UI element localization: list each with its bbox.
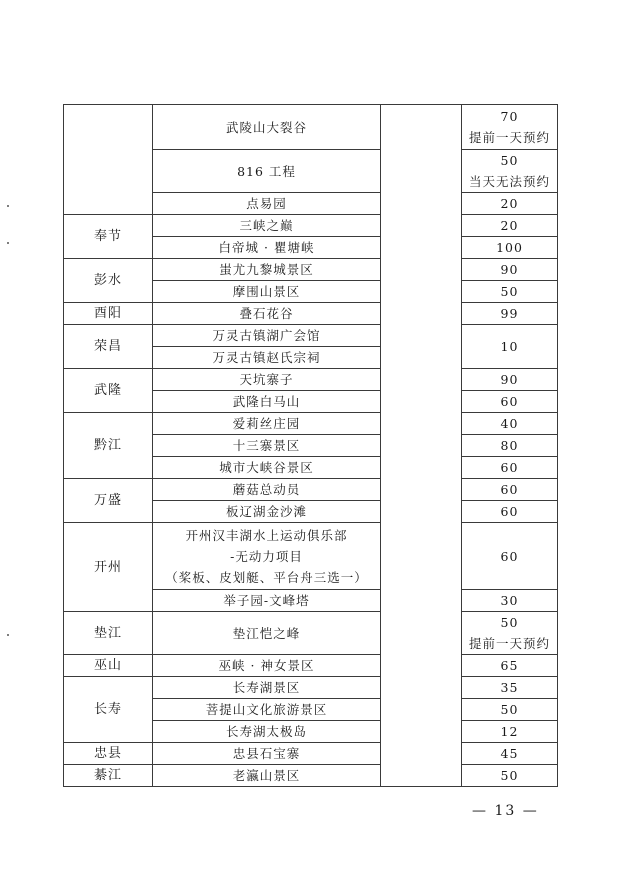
price-cell: 20 [462,193,558,215]
scenic-spot-table [63,104,558,787]
region-cell: 万盛 [64,479,153,523]
site-cell: 十三寨景区 [153,435,381,457]
region-cell: 彭水 [64,259,153,303]
site-name: （桨板、皮划艇、平台舟三选一） [165,569,368,585]
site-cell: 蘑菇总动员 [153,479,381,501]
table-row [64,369,558,391]
site-name: 816 工程 [237,163,296,179]
site-cell: 爱莉丝庄园 [153,413,381,435]
site-cell: 举子园-文峰塔 [153,590,381,612]
site-cell [153,523,381,590]
site-cell: 白帝城 · 瞿塘峡 [153,237,381,259]
site-cell: 武隆白马山 [153,391,381,413]
site-cell: 蚩尤九黎城景区 [153,259,381,281]
price-cell: 99 [462,303,558,325]
table-row [64,677,558,699]
table-row [64,215,558,237]
price-note: 提前一天预约 [468,130,550,145]
price-cell: 100 [462,237,558,259]
site-name: 武陵山大裂谷 [225,119,307,135]
scan-speck [7,634,9,636]
site-cell: 老瀛山景区 [153,765,381,787]
price-cell: 30 [462,590,558,612]
table-row [64,655,558,677]
region-cell: 奉节 [64,215,153,259]
region-cell: 开州 [64,523,153,612]
region-cell: 长寿 [64,677,153,743]
site-cell: 忠县石宝寨 [153,743,381,765]
price-value: 70 [500,109,519,124]
price-cell [462,612,558,655]
price-cell: 60 [462,523,558,590]
site-cell: 万灵古镇湖广会馆 [153,325,381,347]
region-cell: 垫江 [64,612,153,655]
table-row [64,765,558,787]
price-value: 50 [500,615,519,630]
price-cell: 50 [462,765,558,787]
site-name: -无动力项目 [230,548,303,564]
price-note: 当天无法预约 [468,174,550,189]
price-cell: 60 [462,391,558,413]
price-cell [462,150,558,193]
region-cell: 黔江 [64,413,153,479]
price-cell: 60 [462,457,558,479]
price-cell: 40 [462,413,558,435]
price-cell: 60 [462,479,558,501]
price-cell: 90 [462,369,558,391]
site-cell: 叠石花谷 [153,303,381,325]
region-cell: 荣昌 [64,325,153,369]
price-cell: 50 [462,281,558,303]
price-cell: 45 [462,743,558,765]
table-row [64,325,558,347]
region-cell: 綦江 [64,765,153,787]
table-row [64,303,558,325]
region-cell [64,105,153,215]
site-cell: 长寿湖景区 [153,677,381,699]
site-cell: 点易园 [153,193,381,215]
price-cell: 35 [462,677,558,699]
page-number: — 13 — [472,803,539,819]
site-cell: 长寿湖太极岛 [153,721,381,743]
scan-speck [7,242,9,244]
site-name: 开州汉丰湖水上运动俱乐部 [185,527,348,543]
price-cell: 80 [462,435,558,457]
region-cell: 巫山 [64,655,153,677]
price-cell: 50 [462,699,558,721]
price-note: 提前一天预约 [468,636,550,651]
price-cell: 90 [462,259,558,281]
site-cell: 菩提山文化旅游景区 [153,699,381,721]
table-row [64,523,558,590]
table-row [64,612,558,655]
price-cell: 60 [462,501,558,523]
table-row [64,259,558,281]
site-cell: 摩围山景区 [153,281,381,303]
table-row [64,479,558,501]
site-cell: 三峡之巅 [153,215,381,237]
region-cell: 酉阳 [64,303,153,325]
site-cell: 城市大峡谷景区 [153,457,381,479]
price-cell: 12 [462,721,558,743]
blank-column [381,105,462,787]
site-cell: 万灵古镇赵氏宗祠 [153,347,381,369]
price-cell: 20 [462,215,558,237]
site-cell: 天坑寨子 [153,369,381,391]
table-row [64,743,558,765]
price-value: 50 [500,153,519,168]
site-cell: 板辽湖金沙滩 [153,501,381,523]
site-cell: 巫峡 · 神女景区 [153,655,381,677]
site-cell [153,105,381,150]
table-row [64,413,558,435]
site-cell: 垫江恺之峰 [153,612,381,655]
price-cell: 10 [462,325,558,369]
table-row [64,105,558,150]
scan-speck [7,205,9,207]
region-cell: 忠县 [64,743,153,765]
price-cell [462,105,558,150]
price-cell: 65 [462,655,558,677]
region-cell: 武隆 [64,369,153,413]
site-cell [153,150,381,193]
